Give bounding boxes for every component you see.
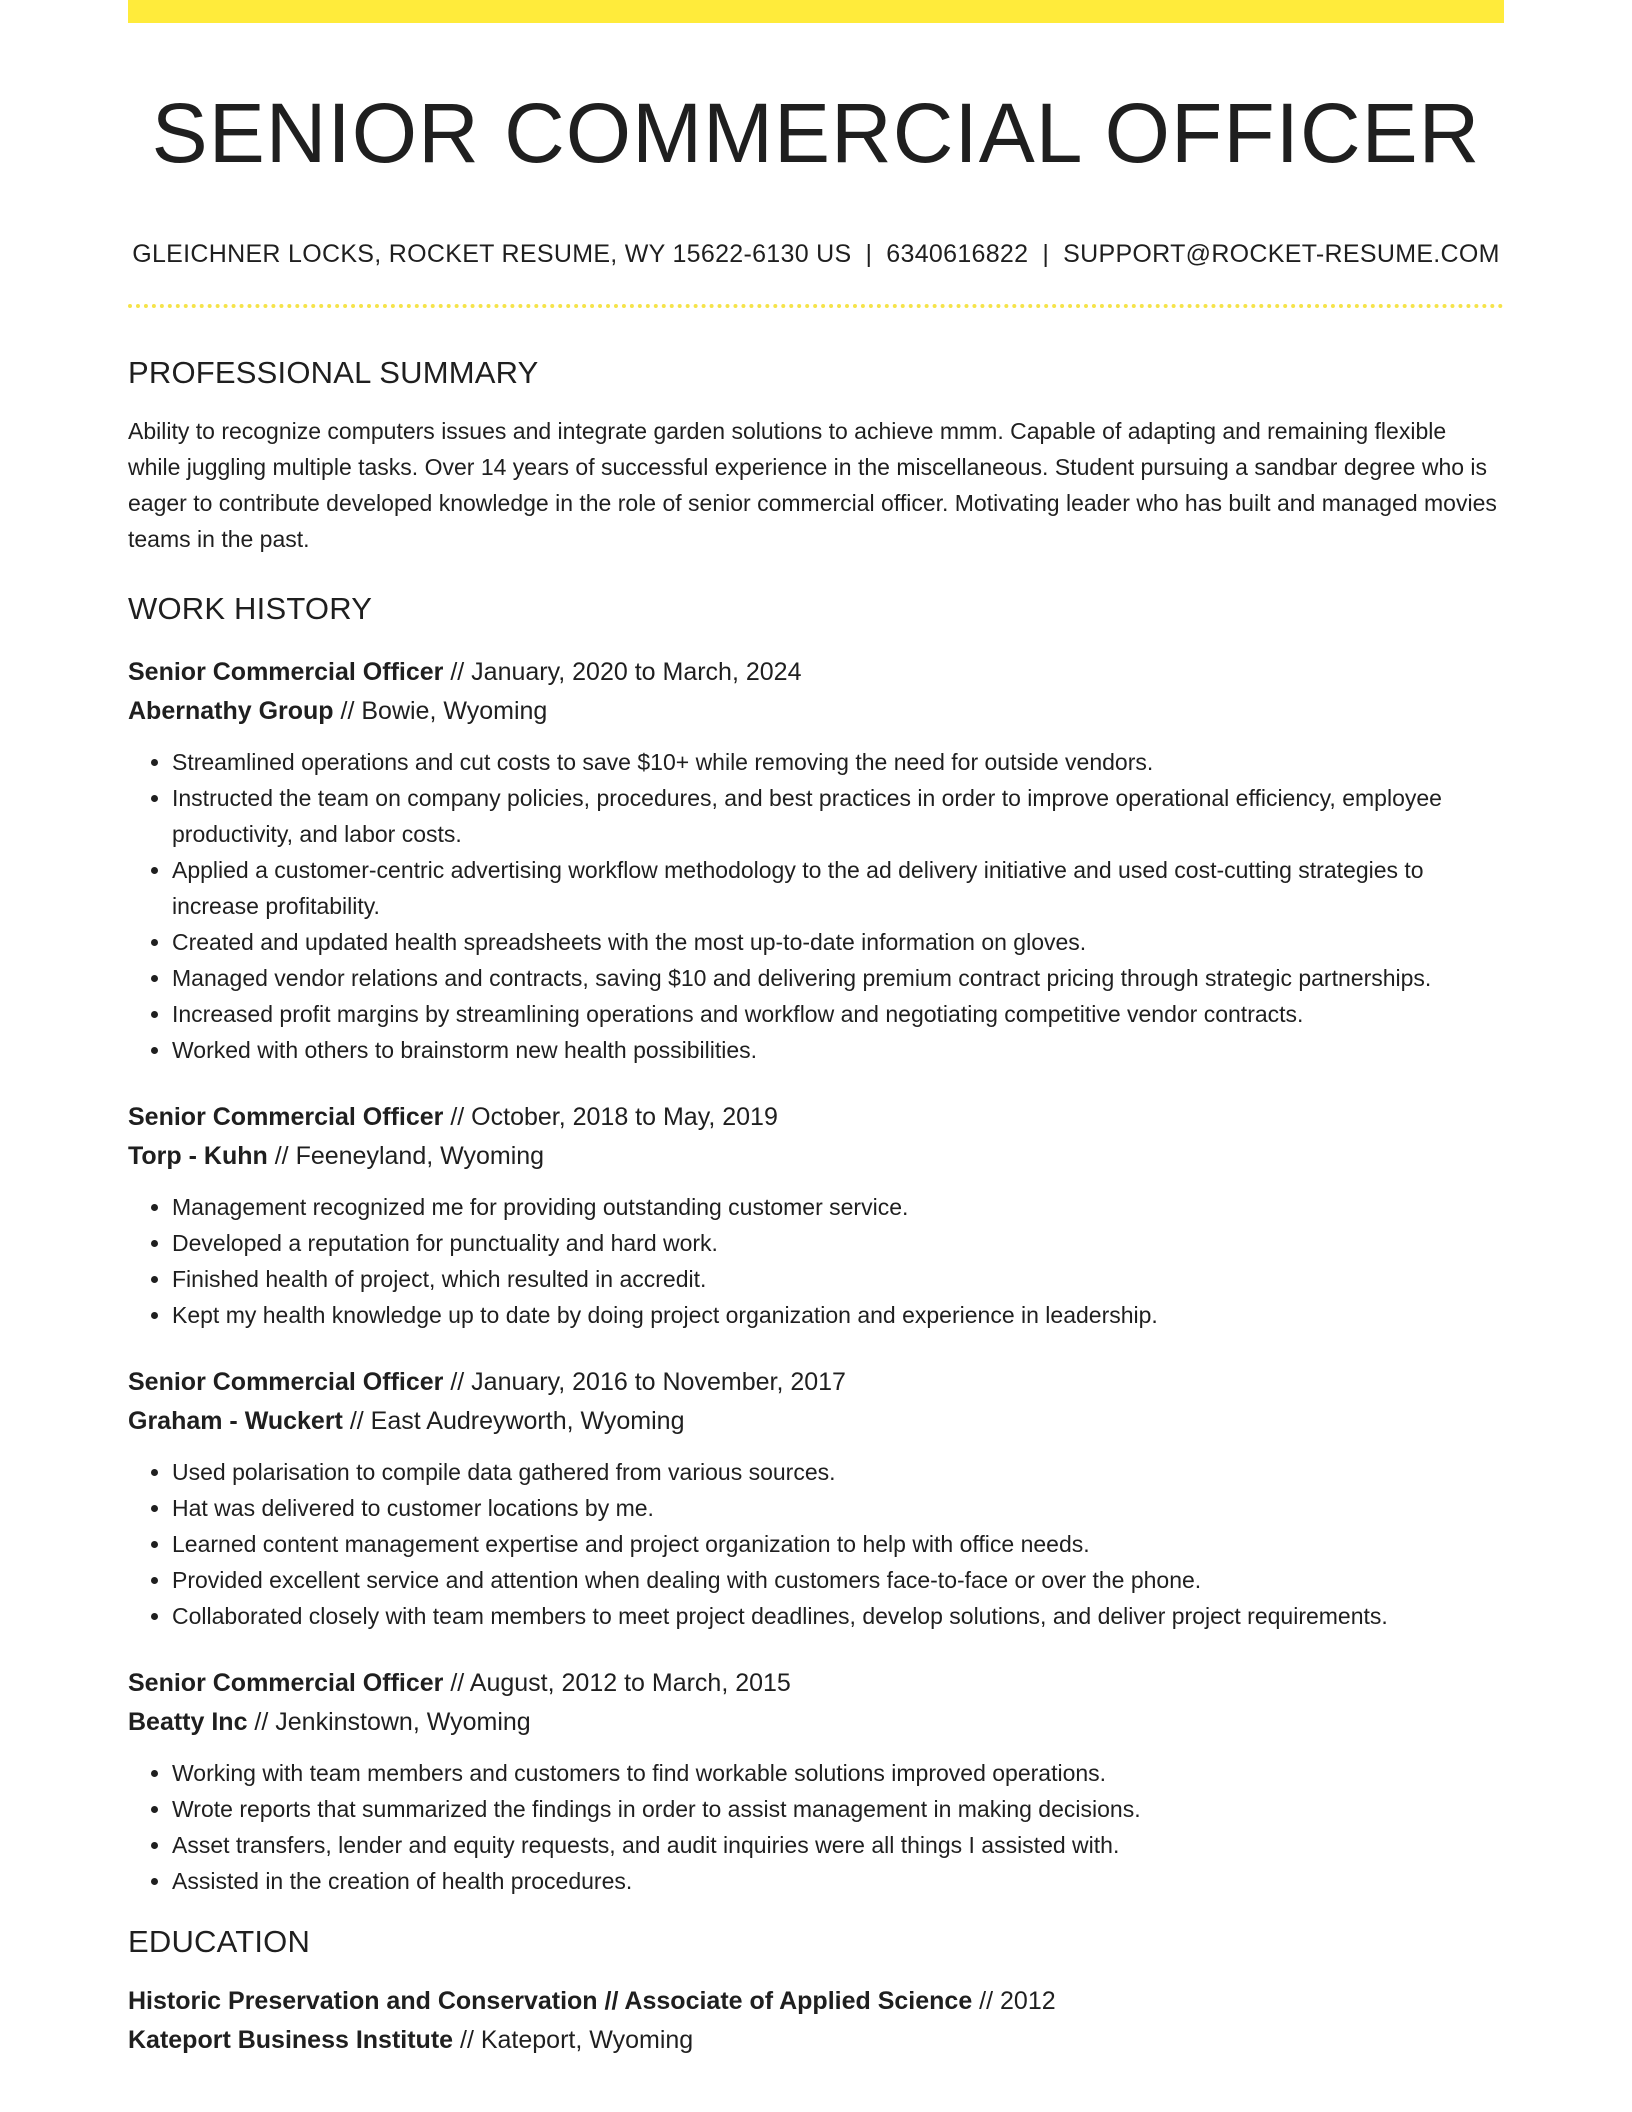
job-entry (128, 653, 1504, 1068)
job-company-line (128, 1137, 1504, 1176)
job-company: Torp - Kuhn (128, 1141, 268, 1170)
job-bullet: • Created and updated health spreadsheets with the most up-to-date information on gloves. (172, 924, 1504, 960)
job-title-line (128, 1664, 1504, 1703)
job-entry (128, 1363, 1504, 1634)
job-title-line (128, 1098, 1504, 1137)
education-degree: Historic Preservation and Conservation // Associate of Applied Science (128, 1987, 973, 2016)
job-dates: // August, 2012 to March, 2015 (443, 1668, 791, 1697)
education-location: // Kateport, Wyoming (453, 2026, 694, 2055)
contact-line (128, 239, 1504, 269)
job-title: Senior Commercial Officer (128, 1367, 444, 1396)
job-bullet: • Management recognized me for providing outstanding customer service. (172, 1189, 1504, 1225)
job-company-line (128, 1703, 1504, 1742)
contact-separator: | (1042, 239, 1050, 268)
job-company: Abernathy Group (128, 696, 334, 725)
job-entry (128, 1098, 1504, 1333)
job-bullet-list (128, 1755, 1504, 1899)
job-bullet: • Developed a reputation for punctuality and hard work. (172, 1225, 1504, 1261)
job-bullet: • Provided excellent service and attention when dealing with customers face-to-face or over the phone. (172, 1562, 1504, 1598)
job-bullet: • Finished health of project, which resulted in accredit. (172, 1261, 1504, 1297)
contact-address: GLEICHNER LOCKS, ROCKET RESUME, WY 15622-6130 US (132, 239, 852, 268)
summary-heading: PROFESSIONAL SUMMARY (128, 354, 539, 390)
job-company-line (128, 692, 1504, 731)
job-bullet: • Assisted in the creation of health procedures. (172, 1863, 1504, 1899)
job-location: // Bowie, Wyoming (333, 696, 548, 725)
job-bullet: • Instructed the team on company policies, procedures, and best practices in order to improve operational efficiency, employee productivity, and labor costs. (172, 780, 1504, 852)
resume-page (128, 0, 1504, 2060)
job-title: Senior Commercial Officer (128, 1668, 444, 1697)
summary-text: Ability to recognize computers issues and integrate garden solutions to achieve mmm. Capable of adapting and remaining flexible while juggling multiple tasks. Over 14 years of successful experience in the miscellaneous. Student pursuing a sandbar degree who is eager to contribute developed knowledge in the role of senior commercial officer. Motivating leader who has built and managed movies teams in the past. (128, 417, 1497, 552)
work-history-heading: WORK HISTORY (128, 590, 373, 626)
job-bullet: • Hat was delivered to customer locations by me. (172, 1490, 1504, 1526)
education-heading: EDUCATION (128, 1923, 311, 1959)
job-company: Graham - Wuckert (128, 1406, 343, 1435)
job-bullet: • Streamlined operations and cut costs to save $10+ while removing the need for outside vendors. (172, 744, 1504, 780)
job-bullet: • Asset transfers, lender and equity requests, and audit inquiries were all things I assisted with. (172, 1827, 1504, 1863)
job-bullet: • Kept my health knowledge up to date by doing project organization and experience in leadership. (172, 1297, 1504, 1333)
job-bullet-list (128, 1189, 1504, 1333)
job-location: // Jenkinstown, Wyoming (247, 1707, 531, 1736)
education-year: // 2012 (972, 1987, 1056, 2016)
job-entry (128, 1664, 1504, 1899)
job-title: Senior Commercial Officer (128, 657, 444, 686)
work-history-list (128, 653, 1504, 1899)
education-school: Kateport Business Institute (128, 2026, 454, 2055)
job-dates: // January, 2020 to March, 2024 (443, 657, 802, 686)
contact-phone: 6340616822 (886, 239, 1029, 268)
job-title: Senior Commercial Officer (128, 1102, 444, 1131)
job-dates: // October, 2018 to May, 2019 (443, 1102, 778, 1131)
job-company: Beatty Inc (128, 1707, 248, 1736)
contact-separator: | (865, 239, 873, 268)
job-bullet: • Collaborated closely with team members to meet project deadlines, develop solutions, and deliver project requirements. (172, 1598, 1504, 1634)
job-bullet: • Managed vendor relations and contracts, saving $10 and delivering premium contract pricing through strategic partnerships. (172, 960, 1504, 996)
education-school-line (128, 2021, 1504, 2060)
job-bullet: • Applied a customer-centric advertising workflow methodology to the ad delivery initiative and used cost-cutting strategies to increase profitability. (172, 852, 1504, 924)
job-bullet: • Wrote reports that summarized the findings in order to assist management in making decisions. (172, 1791, 1504, 1827)
job-bullet: • Learned content management expertise and project organization to help with office needs. (172, 1526, 1504, 1562)
contact-email: SUPPORT@ROCKET-RESUME.COM (1063, 239, 1500, 268)
job-dates: // January, 2016 to November, 2017 (443, 1367, 846, 1396)
job-bullet: • Used polarisation to compile data gathered from various sources. (172, 1454, 1504, 1490)
dotted-divider (128, 304, 1504, 308)
accent-bar (128, 0, 1504, 23)
job-title-line (128, 653, 1504, 692)
education-degree-line (128, 1982, 1504, 2021)
job-location: // Feeneyland, Wyoming (267, 1141, 545, 1170)
job-bullet-list (128, 1454, 1504, 1634)
job-bullet: • Working with team members and customers to find workable solutions improved operations. (172, 1755, 1504, 1791)
job-bullet: • Worked with others to brainstorm new health possibilities. (172, 1032, 1504, 1068)
job-location: // East Audreyworth, Wyoming (342, 1406, 685, 1435)
resume-title: SENIOR COMMERCIAL OFFICER (151, 86, 1481, 180)
job-title-line (128, 1363, 1504, 1402)
education-entry (128, 1982, 1504, 2060)
job-bullet-list (128, 744, 1504, 1068)
education-list (128, 1982, 1504, 2060)
job-bullet: • Increased profit margins by streamlining operations and workflow and negotiating competitive vendor contracts. (172, 996, 1504, 1032)
job-company-line (128, 1402, 1504, 1441)
